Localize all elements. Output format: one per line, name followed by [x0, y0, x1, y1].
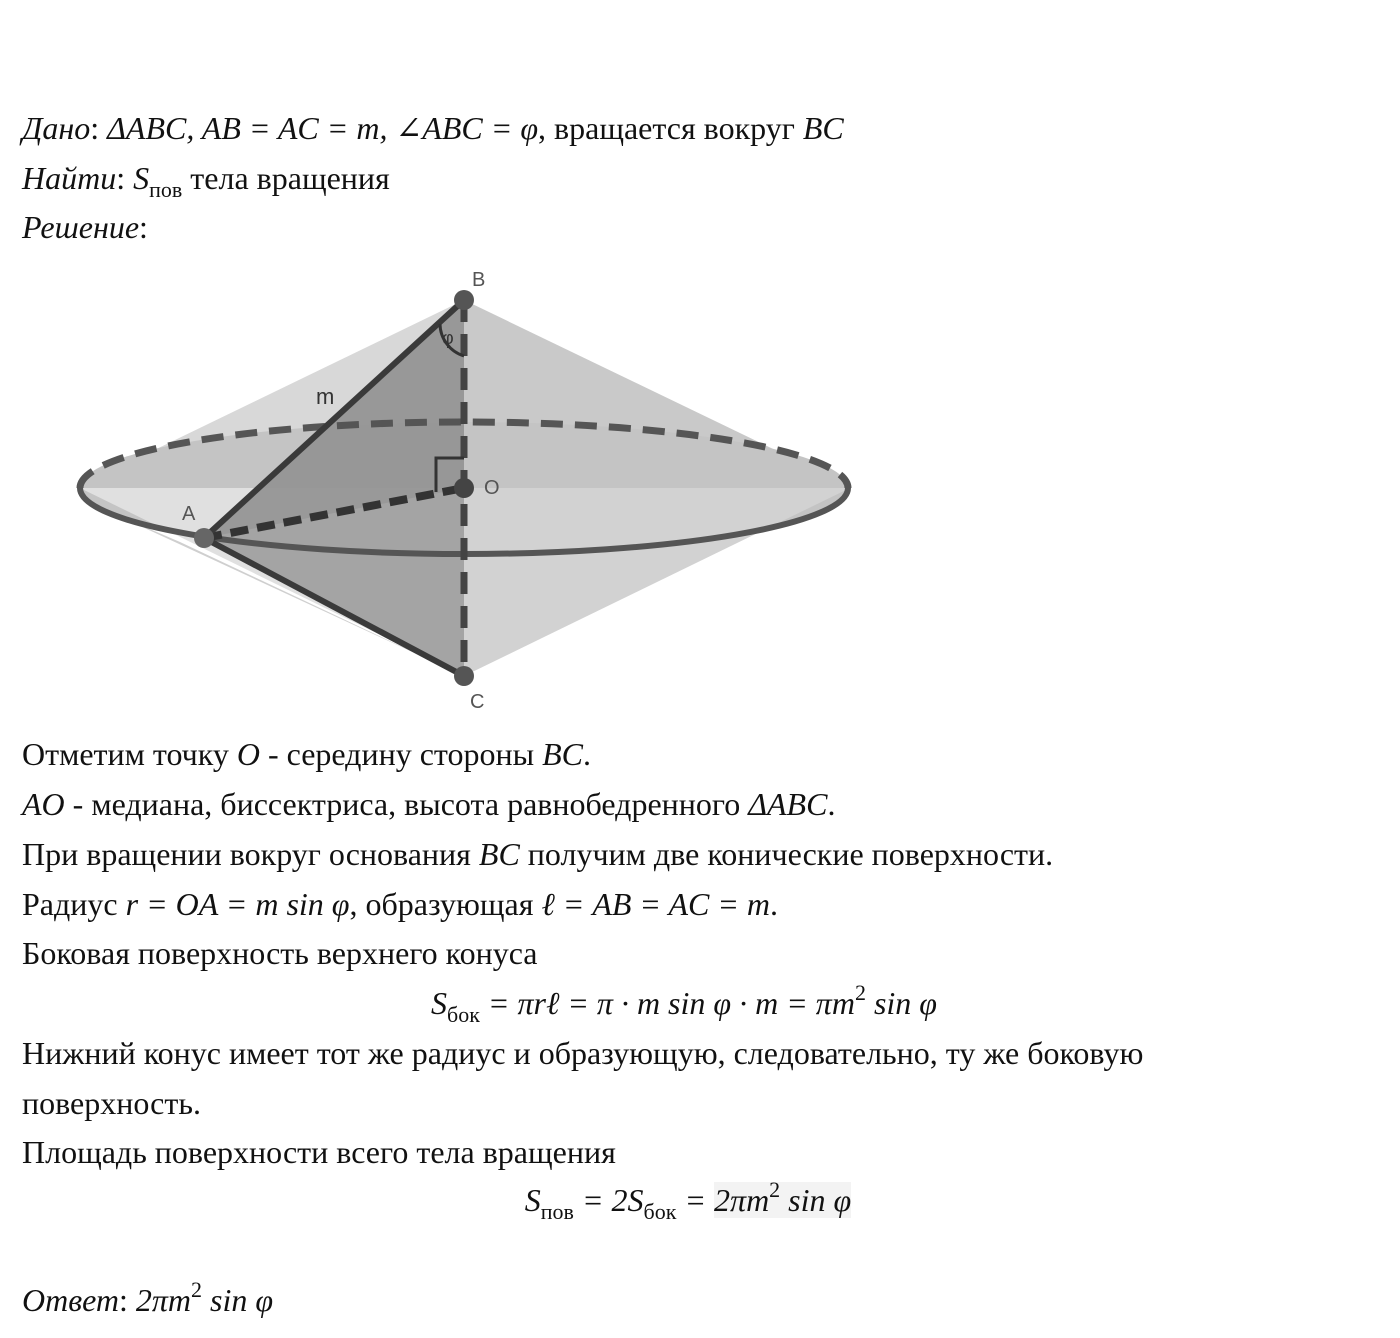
text-line-4: Радиус r = OA = m sin φ, образующая ℓ = AB = AC = m.	[22, 886, 779, 922]
text-line-8: поверхность.	[22, 1085, 201, 1121]
formula-lateral-area: $S_{бок}$ = πrℓ = π · m $\sin \varphi \cdot m = \pi m^2$ sin φ	[431, 980, 937, 1027]
given-label: Дано	[22, 110, 91, 146]
point-c	[454, 666, 474, 686]
given-line: Дано: ΔABC, AB = AC = m, ∠ABC = φ, вращается вокруг BC	[22, 110, 844, 146]
point-a	[194, 528, 214, 548]
label-phi: φ	[442, 328, 454, 348]
lower-cone-right-face	[464, 488, 850, 676]
text-line-1: Отметим точку O - середину стороны BC.	[22, 736, 591, 772]
given-axis: BC	[802, 110, 844, 146]
answer-label: Ответ	[22, 1282, 119, 1318]
label-o: O	[484, 477, 500, 499]
answer-line: Ответ: $2\pi m^2$ sin φ	[22, 1277, 274, 1318]
solution-label: Решение	[22, 209, 140, 245]
find-line: Найти: $S_{пов}$ тела вращения	[22, 160, 390, 202]
label-a: A	[182, 503, 196, 525]
given-statement: ΔABC, AB = AC = m, ∠ABC = φ	[99, 110, 539, 146]
label-m: m	[316, 384, 335, 409]
formula-result-highlight: $2\pi m^2$ sin φ	[714, 1177, 852, 1218]
point-o	[454, 478, 474, 498]
double-cone-figure	[60, 262, 860, 722]
text-line-5: Боковая поверхность верхнего конуса	[22, 935, 538, 971]
text-line-3: При вращении вокруг основания BC получим две конические поверхности.	[22, 836, 1054, 872]
solution-line: Решение:	[22, 209, 148, 245]
label-b: B	[472, 269, 486, 291]
find-label: Найти	[22, 160, 117, 196]
text-line-9: Площадь поверхности всего тела вращения	[22, 1134, 616, 1170]
point-b	[454, 290, 474, 310]
label-c: C	[470, 691, 485, 713]
formula-total-area: $S_{пов} = 2S_{бок} = 2\pi m^2$ sin φ	[524, 1177, 852, 1224]
text-line-2: AO - медиана, биссектриса, высота равнобедренного ΔABC.	[22, 786, 836, 822]
text-line-7: Нижний конус имеет тот же радиус и образующую, следовательно, ту же боковую	[22, 1035, 1144, 1071]
